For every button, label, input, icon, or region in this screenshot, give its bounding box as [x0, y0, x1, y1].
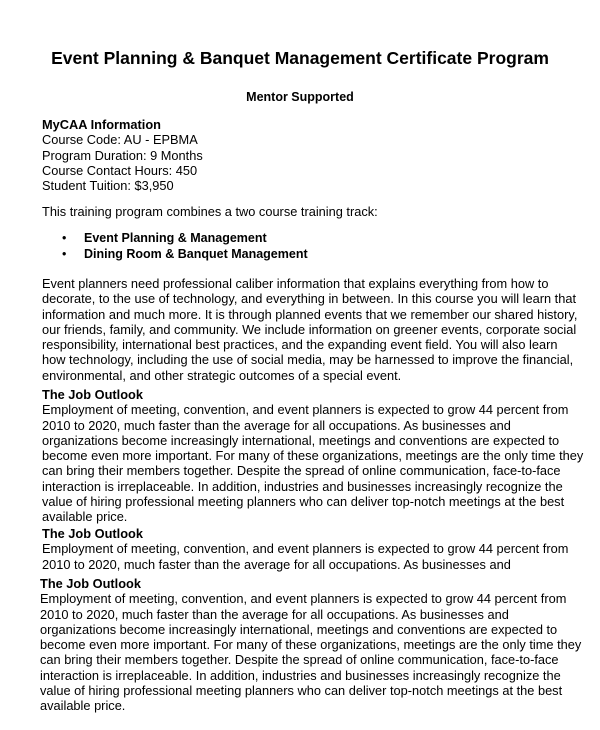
description-line: responsibility, international best practices, and the expanding event field. You will also learn	[42, 337, 558, 353]
intro-text: This training program combines a two course training track:	[42, 204, 378, 219]
description-line: decorate, to the use of technology, and everything in between. In this course you will learn that	[42, 291, 577, 307]
job-outlook-line: available price.	[42, 509, 128, 525]
mycaa-heading: MyCAA Information	[42, 117, 161, 132]
track-list	[62, 231, 308, 263]
job-outlook-line: organizations become increasingly international, meetings and conventions are expected to	[40, 621, 558, 637]
job-outlook-heading: The Job Outlook	[42, 387, 143, 402]
job-outlook-line: can bring their members together. Despite the spread of online communication, face-to-face	[40, 652, 559, 668]
description-line: environmental, and other strategic outcomes of a special event.	[42, 367, 402, 383]
job-outlook-line: Employment of meeting, convention, and event planners is expected to grow 44 percent from	[40, 591, 567, 607]
job-outlook-line: interaction is irreplaceable. In addition, industries and businesses increasingly recognize the	[42, 478, 563, 494]
job-outlook-section-3	[40, 576, 582, 714]
job-outlook-section-1	[42, 387, 584, 525]
bullet-icon: •	[62, 231, 67, 245]
document-title: Event Planning & Banquet Management Certificate Program	[51, 48, 549, 68]
job-outlook-heading: The Job Outlook	[40, 576, 141, 591]
job-outlook-line: interaction is irreplaceable. In addition, industries and businesses increasingly recognize the	[40, 667, 561, 683]
job-outlook-line: become even more important. For many of these organizations, meetings are the only time they	[42, 448, 584, 464]
job-outlook-line: value of hiring professional meeting planners who can deliver top-notch meetings at the best	[40, 683, 563, 699]
bullet-icon: •	[62, 246, 67, 261]
contact-hours: Course Contact Hours: 450	[42, 162, 198, 178]
job-outlook-line: become even more important. For many of these organizations, meetings are the only time they	[40, 637, 582, 653]
description-line: Event planners need professional caliber information that explains everything from how to	[42, 276, 549, 291]
program-duration: Program Duration: 9 Months	[42, 147, 203, 163]
mycaa-info-block	[42, 117, 562, 193]
description-line: how technology, including the use of social media, may be harnessed to improve the financial,	[42, 352, 574, 368]
job-outlook-line: value of hiring professional meeting planners who can deliver top-notch meetings at the best	[42, 494, 565, 510]
intro-paragraph	[42, 204, 562, 219]
job-outlook-section-2	[42, 526, 569, 572]
job-outlook-line: 2010 to 2020, much faster than the average for all occupations. As businesses and	[42, 417, 511, 433]
track-item	[62, 247, 308, 263]
job-outlook-line: 2010 to 2020, much faster than the average for all occupations. As businesses and	[40, 606, 509, 622]
description-paragraph	[42, 276, 578, 383]
job-outlook-line: organizations become increasingly international, meetings and conventions are expected to	[42, 432, 560, 448]
description-line: our friends, family, and community. We include information on greener events, corporate social	[42, 321, 577, 337]
track-label: Event Planning & Management	[84, 231, 267, 245]
job-outlook-line: available price.	[40, 698, 126, 714]
job-outlook-line: Employment of meeting, convention, and event planners is expected to grow 44 percent from	[42, 541, 569, 557]
document-subtitle: Mentor Supported	[246, 90, 354, 104]
job-outlook-line: can bring their members together. Despite the spread of online communication, face-to-face	[42, 463, 561, 479]
course-code: Course Code: AU - EPBMA	[42, 132, 198, 148]
job-outlook-line: Employment of meeting, convention, and event planners is expected to grow 44 percent from	[42, 402, 569, 418]
description-line: information and much more. It is through planned events that we remember our shared history,	[42, 306, 578, 322]
track-item	[62, 231, 308, 247]
job-outlook-heading: The Job Outlook	[42, 526, 143, 541]
job-outlook-line: 2010 to 2020, much faster than the average for all occupations. As businesses and	[42, 556, 511, 572]
student-tuition: Student Tuition: $3,950	[42, 178, 174, 194]
track-label: Dining Room & Banquet Management	[84, 246, 308, 261]
